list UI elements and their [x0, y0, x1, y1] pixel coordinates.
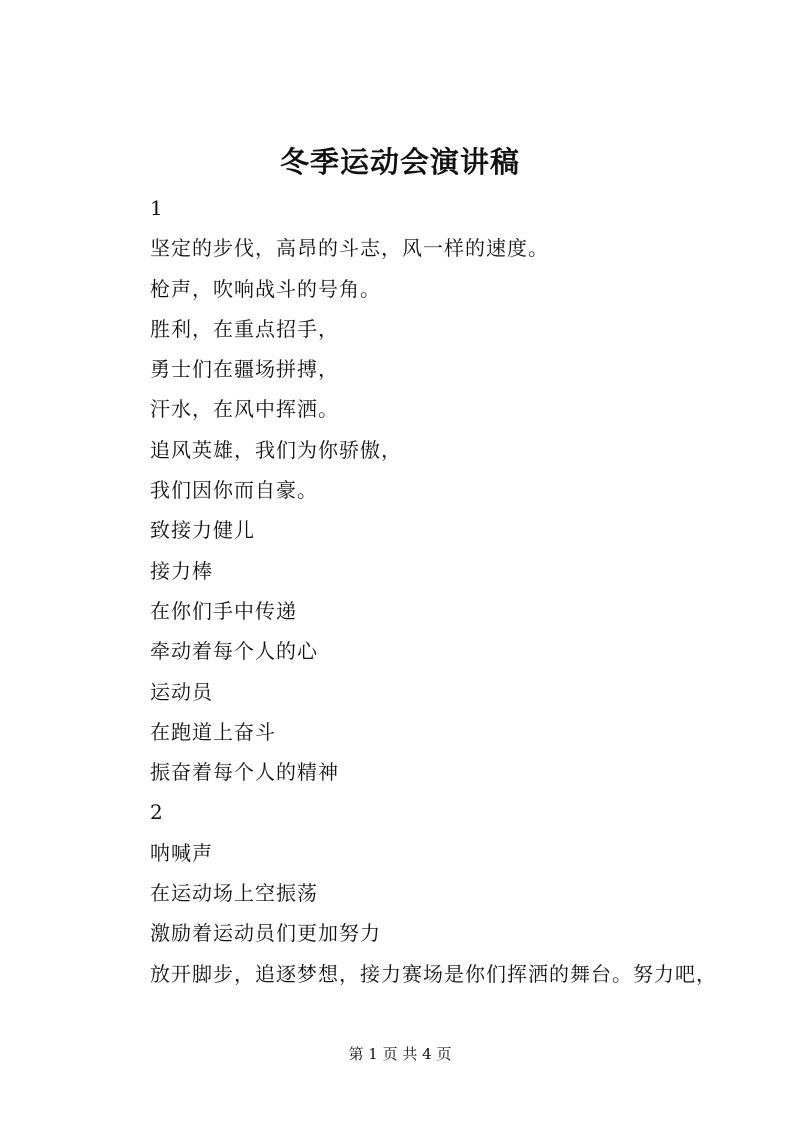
body-line: 汗水，在风中挥洒。 [150, 397, 339, 422]
document-body [150, 188, 730, 994]
body-line: 我们因你而自豪。 [150, 478, 318, 503]
body-line: 2 [150, 800, 164, 825]
body-line: 在运动场上空振荡 [150, 881, 318, 906]
body-line: 勇士们在疆场拼搏， [150, 357, 339, 382]
body-line: 坚定的步伐，高昂的斗志，风一样的速度。 [150, 236, 549, 261]
body-line: 1 [150, 196, 164, 220]
body-line: 激励着运动员们更加努力 [150, 921, 381, 946]
body-line: 在你们手中传递 [150, 598, 297, 623]
body-line: 在跑道上奋斗 [150, 719, 276, 744]
body-line: 追风英雄，我们为你骄傲， [150, 437, 402, 462]
body-line: 牵动着每个人的心 [150, 639, 318, 664]
body-line: 致接力健儿 [150, 518, 255, 543]
body-line: 运动员 [150, 679, 213, 704]
body-line: 振奋着每个人的精神 [150, 760, 339, 785]
body-line: 接力棒 [150, 558, 213, 583]
body-line: 呐喊声 [150, 840, 213, 865]
page-footer: 第 1 页 共 4 页 [348, 1045, 452, 1063]
document-title: 冬季运动会演讲稿 [279, 145, 520, 179]
body-line: 放开脚步，追逐梦想，接力赛场是你们挥洒的舞台。努力吧， [150, 961, 717, 986]
body-line: 枪声，吹响战斗的号角。 [150, 276, 381, 301]
body-line: 胜利，在重点招手， [150, 316, 339, 341]
